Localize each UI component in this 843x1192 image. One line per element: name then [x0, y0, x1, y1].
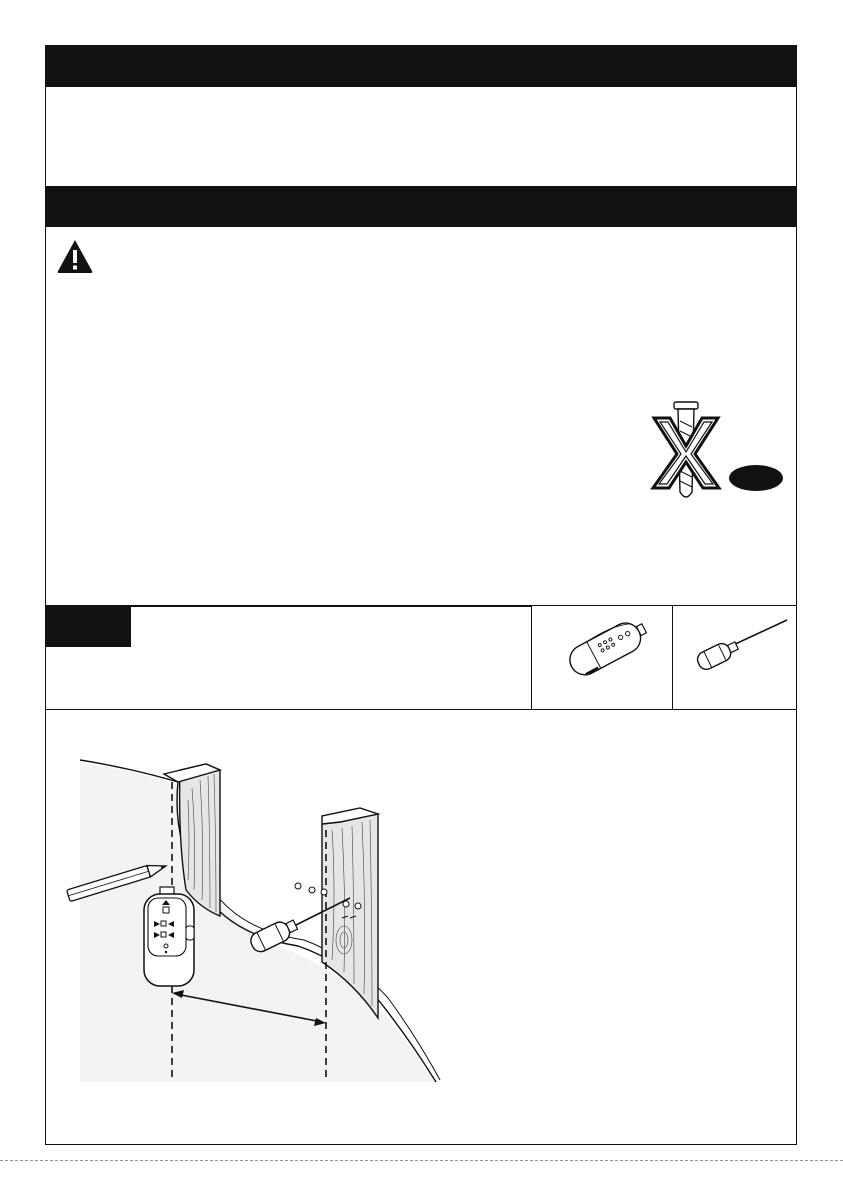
- step-number-badge: [45, 606, 131, 647]
- wall-stud-illustration: [60, 740, 460, 1100]
- step-header-line: [131, 606, 531, 607]
- wall-surface: [80, 762, 436, 1082]
- warning-triangle-icon: [56, 238, 94, 274]
- warning-header-bar: [45, 186, 797, 227]
- no-wall-anchor-icon: [648, 396, 788, 506]
- tool-box-stud-finder: [531, 605, 673, 710]
- stud-finder-icon: [562, 618, 652, 678]
- awl-icon: [695, 614, 795, 674]
- tool-box-awl: [672, 605, 797, 710]
- stud-finder-device: [144, 887, 194, 986]
- section-header-bar: [45, 45, 797, 87]
- footer-dashed-line: [0, 1160, 843, 1161]
